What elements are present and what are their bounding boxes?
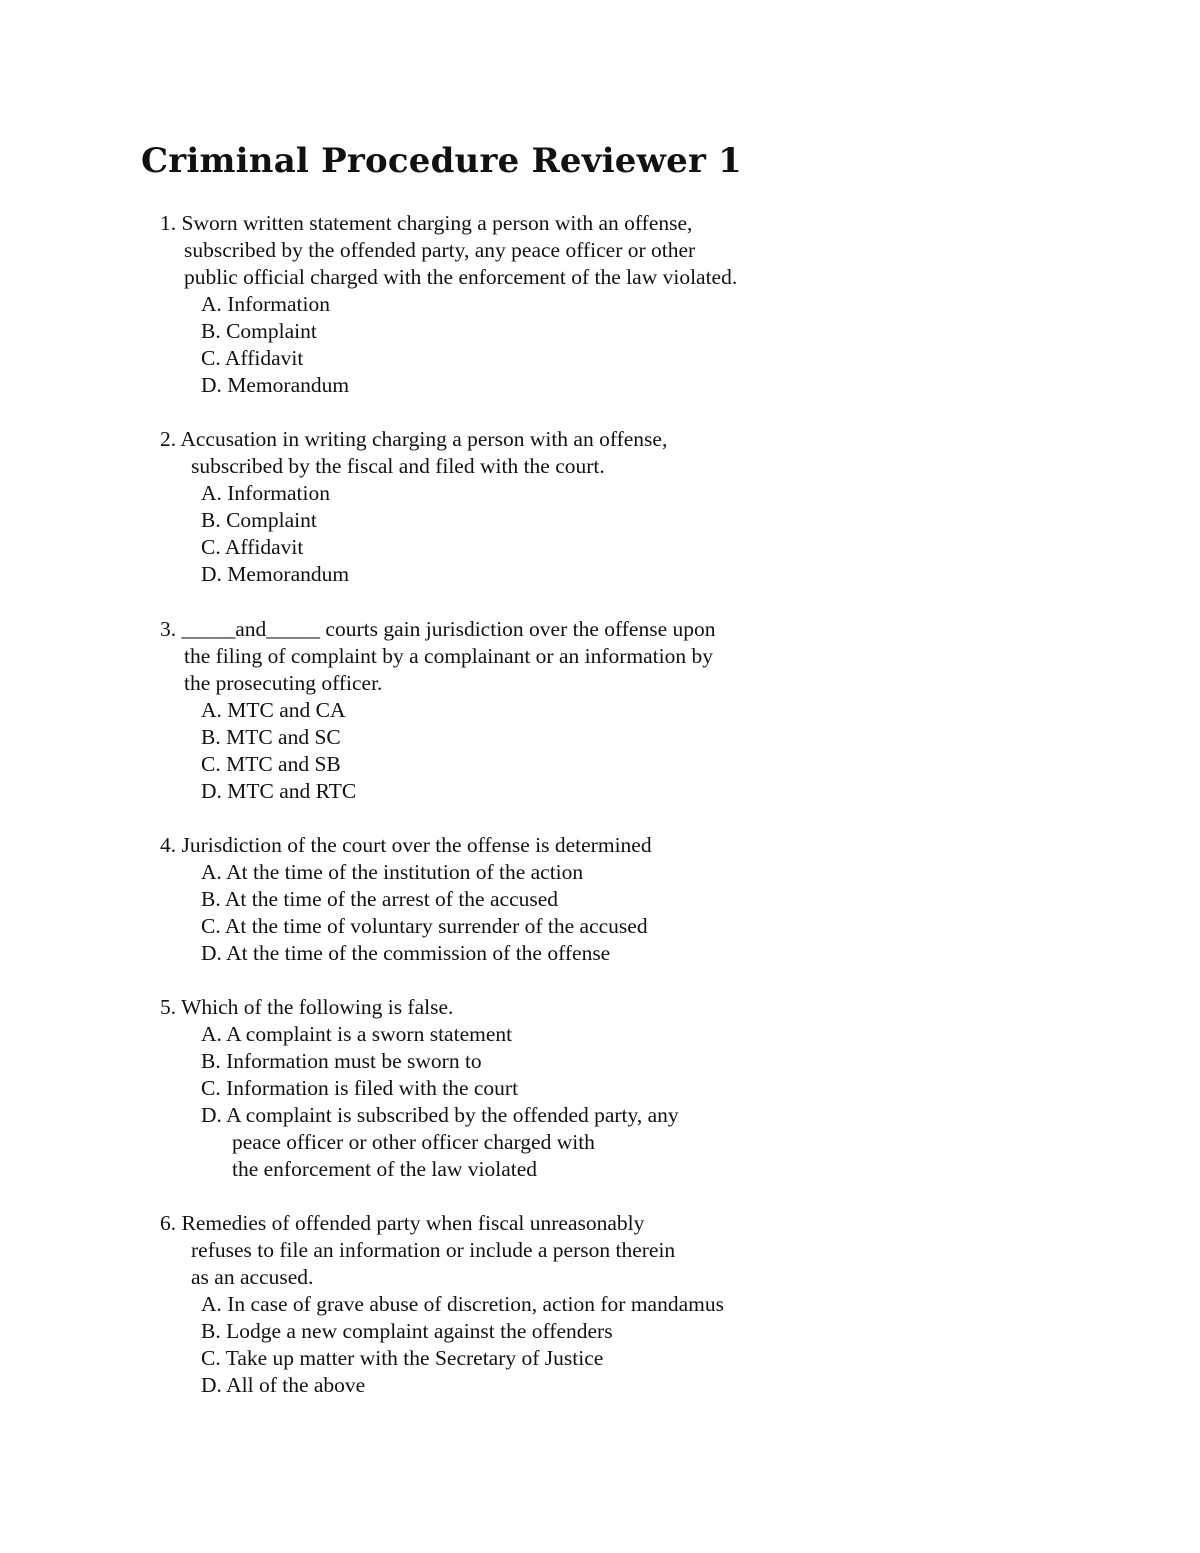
- question-6-stem-line-2: refuses to file an information or include a person therein: [191, 1238, 676, 1262]
- question-2-stem-line-2: subscribed by the fiscal and filed with the court.: [191, 454, 605, 478]
- choice-b: B. Complaint: [201, 319, 317, 343]
- choice-c: C. MTC and SB: [201, 752, 341, 776]
- question-6-stem-line-1: 6. Remedies of offended party when fiscal unreasonably: [160, 1211, 645, 1235]
- choice-d: D. Memorandum: [201, 562, 350, 586]
- choice-a: A. Information: [201, 292, 330, 316]
- choice-d-line-2: peace officer or other officer charged with: [232, 1130, 595, 1154]
- question-number: 1.: [160, 211, 177, 235]
- choice-c: C. Information is filed with the court: [201, 1076, 519, 1100]
- question-3-stem-line-3: the prosecuting officer.: [184, 671, 383, 695]
- choice-c: C. Take up matter with the Secretary of Justice: [201, 1346, 604, 1370]
- choice-a: A. Information: [201, 481, 330, 505]
- choice-c: C. Affidavit: [201, 535, 304, 559]
- choice-a: A. MTC and CA: [201, 698, 346, 722]
- choice-a: A. In case of grave abuse of discretion, action for mandamus: [201, 1292, 724, 1316]
- choice-d: D. At the time of the commission of the offense: [201, 941, 611, 965]
- question-number: 6.: [160, 1211, 177, 1235]
- question-number: 5.: [160, 995, 177, 1019]
- choice-b: B. Information must be sworn to: [201, 1049, 482, 1073]
- choice-c: C. At the time of voluntary surrender of the accused: [201, 914, 648, 938]
- choice-d: D. All of the above: [201, 1373, 366, 1397]
- document-title: Criminal Procedure Reviewer 1: [141, 141, 742, 181]
- choice-b: B. Lodge a new complaint against the offenders: [201, 1319, 613, 1343]
- choice-b: B. Complaint: [201, 508, 317, 532]
- question-6-stem-line-3: as an accused.: [191, 1265, 314, 1289]
- question-4-stem-line-1: 4. Jurisdiction of the court over the offense is determined: [160, 833, 652, 857]
- question-1-stem-line-1: 1. Sworn written statement charging a person with an offense,: [160, 211, 693, 235]
- question-number: 3.: [160, 617, 177, 641]
- question-number: 4.: [160, 833, 177, 857]
- choice-b: B. MTC and SC: [201, 725, 341, 749]
- choice-d-line-3: the enforcement of the law violated: [232, 1157, 538, 1181]
- choice-d: D. MTC and RTC: [201, 779, 357, 803]
- choice-a: A. At the time of the institution of the action: [201, 860, 584, 884]
- choice-b: B. At the time of the arrest of the accused: [201, 887, 559, 911]
- question-3-stem-line-1: 3. _____and_____ courts gain jurisdiction over the offense upon: [160, 617, 716, 641]
- choice-a: A. A complaint is a sworn statement: [201, 1022, 513, 1046]
- choice-d: D. Memorandum: [201, 373, 350, 397]
- question-2-stem-line-1: 2. Accusation in writing charging a person with an offense,: [160, 427, 668, 451]
- question-1-stem-line-2: subscribed by the offended party, any peace officer or other: [184, 238, 696, 262]
- question-5-stem-line-1: 5. Which of the following is false.: [160, 995, 454, 1019]
- choice-c: C. Affidavit: [201, 346, 304, 370]
- question-1-stem-line-3: public official charged with the enforcement of the law violated.: [184, 265, 738, 289]
- question-3-stem-line-2: the filing of complaint by a complainant or an information by: [184, 644, 714, 668]
- question-number: 2.: [160, 427, 177, 451]
- choice-d: D. A complaint is subscribed by the offended party, any: [201, 1103, 679, 1127]
